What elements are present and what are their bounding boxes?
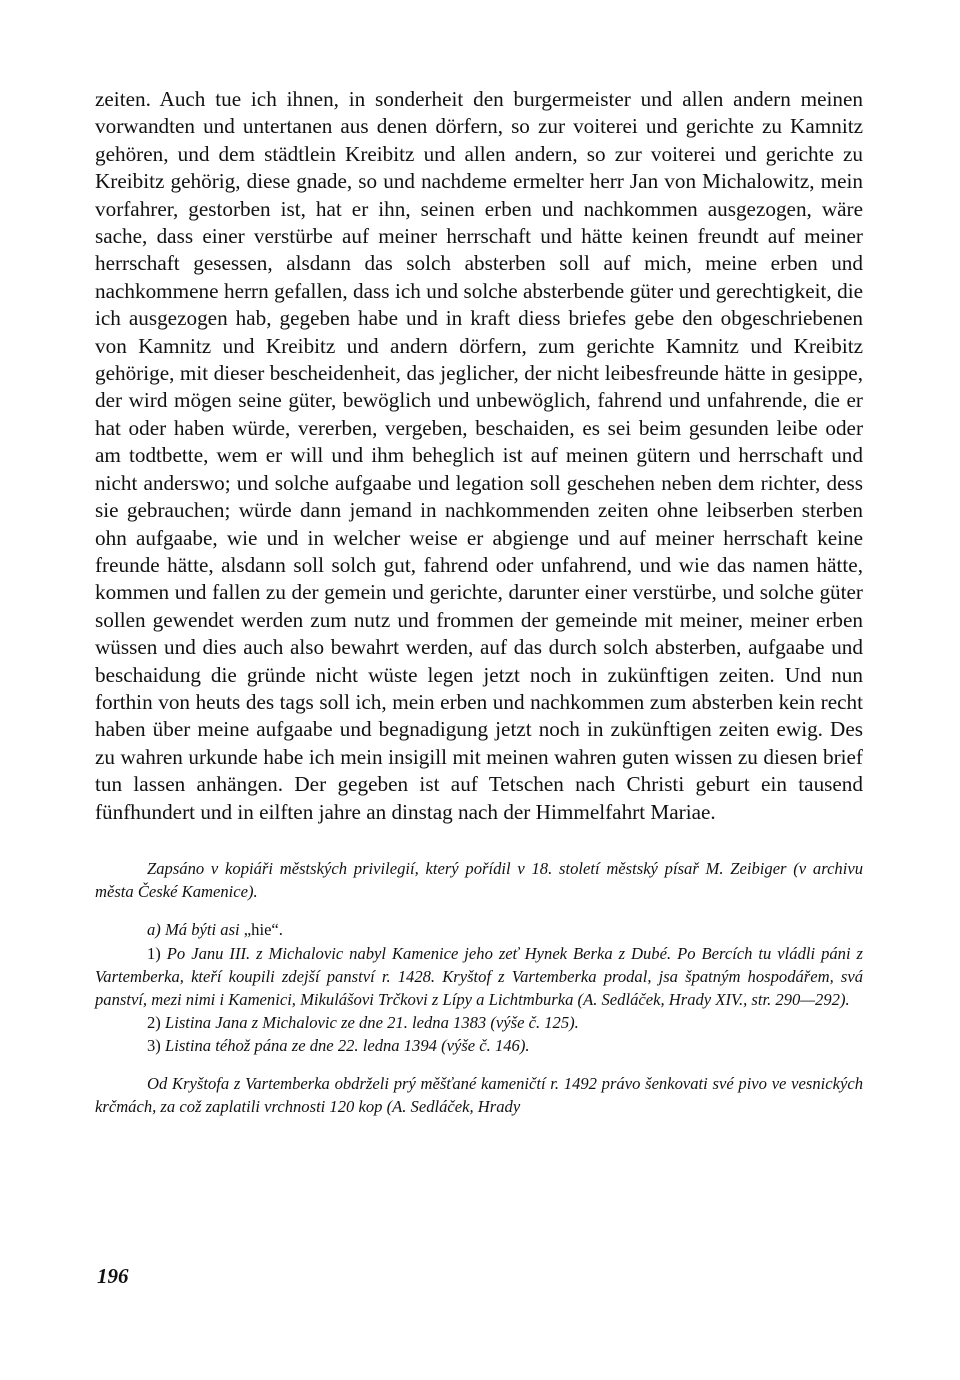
footnote-a-text: Má býti asi bbox=[160, 920, 244, 940]
closing-note: Od Kryštofa z Vartemberka obdrželi prý měšťané kameničtí r. 1492 právo šenkovati své pivo ve vesnických krčmách, za což zaplatili vrchnosti 120 kop (A. Sedláček, Hrady bbox=[95, 1073, 863, 1116]
footnote-a-quote: „hie“. bbox=[243, 920, 283, 940]
footnote-a bbox=[95, 918, 863, 941]
main-text: zeiten. Auch tue ich ihnen, in sonderheit den burgermeister und allen andern meinen vorwandten und untertanen aus denen dörfern, so zur voiterei und gerichte zu Kamnitz gehören, und dem städtlein Kreibitz und allen andern, so zur voiterei und gerichte zu Kreibitz gehörig, diese gnade, so und nachdeme ermelter herr Jan von Michalowitz, mein vorfahrer, gestorben ist, hat er ihn, seinen erben und nachkommen ausgezogen, wäre sache, dass einer verstürbe auf meiner herrschaft und hätte keinen freundt auf meiner herrschaft gesessen, alsdann das solch absterben soll auf mich, meine erben und nachkommene herrn gefallen, dass ich und solche absterbende güter und gerechtigkeit, die ich ausgezogen hab, gegeben habe und in kraft diess briefes gebe den obgeschriebenen von Kamnitz und Kreibitz und andern dörfern, zum gerichte Kamnitz und Kreibitz gehörige, mit dieser bescheidenheit, das jeglicher, der nicht leibesfreunde hätte in gesippe, der wird mögen seine güter, bewöglich und unbewöglich, fahrend und unfahrende, die er hat oder haben würde, vererben, vergeben, beschaiden, es sei beim gesunden leibe oder am todtbette, wem er will und ihm beheglich ist auf meinen gütern und herrschaft und nicht anderswo; und solche aufgaabe und legation soll geschehen neben dem richter, dess sie gebrauchen; würde dann jemand in nachkommenden zeiten ohne leibserben sterben ohn aufgaabe, wie und in welcher weise er abgienge und auf meiner herrschaft keine freunde hätte, alsdann soll solch gut, fahrend oder unfahrend, und wie das namen hätte, kommen und fallen zu der gemein und gerichte, darunter einer verstürbe, und solche güter sollen gewendet werden zum nutz und frommen der gemeinde mit meiner, meiner erben wüssen und dies auch also bewahrt werden, auf das durch solch absterben, aufgaabe und beschaidung die gründe nicht wüste legen jetzt noch in zukünftigen zeiten. Und nun forthin von heuts des tags soll ich, mein erben und nachkommen zum absterben kein recht haben über meine aufgaabe und begnadigung jetzt noch in zukünftigen zeiten ewig. Des zu wahren urkunde habe ich mein insigill mit meinen wahren guten wissen zu diesen brief tun lassen anhängen. Der gegeben ist auf Tetschen nach Christi geburt ein tausend fünfhundert und in eilften jahre an dinstag nach der Himmelfahrt Mariae. bbox=[95, 87, 863, 824]
footnote-3-marker: 3) bbox=[147, 1036, 161, 1056]
document-page bbox=[95, 86, 863, 1118]
notes-section bbox=[95, 857, 863, 1118]
source-note: Zapsáno v kopiáři městských privilegií, který pořídil v 18. století městský písař M. Zeibiger (v archivu města České Kamenice). bbox=[95, 858, 863, 902]
footnote-3-text: Listina téhož pána ze dne 22. ledna 1394 (výše č. 146). bbox=[160, 1036, 530, 1056]
footnote-2 bbox=[95, 1011, 863, 1034]
footnote-1 bbox=[95, 942, 863, 1012]
footnote-1-text: Po Janu III. z Michalovic nabyl Kamenice jeho zeť Hynek Berka z Dubé. Po Bercích tu vládli páni z Vartemberka, kteří koupili zdejší panství r. 1428. Kryštof z Vartemberka prodal, jsa špatným hospodářem, svá panství, mezi nimi i Kamenici, Mikulášovi Trčkovi z Lípy a Lichtmburka (A. Sedláček, Hrady XIV., str. 290—292). bbox=[95, 943, 863, 1009]
footnote-2-marker: 2) bbox=[147, 1013, 161, 1033]
footnote-a-marker: a) bbox=[147, 920, 161, 940]
footnote-3 bbox=[95, 1034, 863, 1057]
footnote-2-text: Listina Jana z Michalovic ze dne 21. ledna 1383 (výše č. 125). bbox=[160, 1013, 579, 1033]
page-number: 196 bbox=[97, 1264, 129, 1288]
footnote-1-marker: 1) bbox=[147, 943, 161, 963]
